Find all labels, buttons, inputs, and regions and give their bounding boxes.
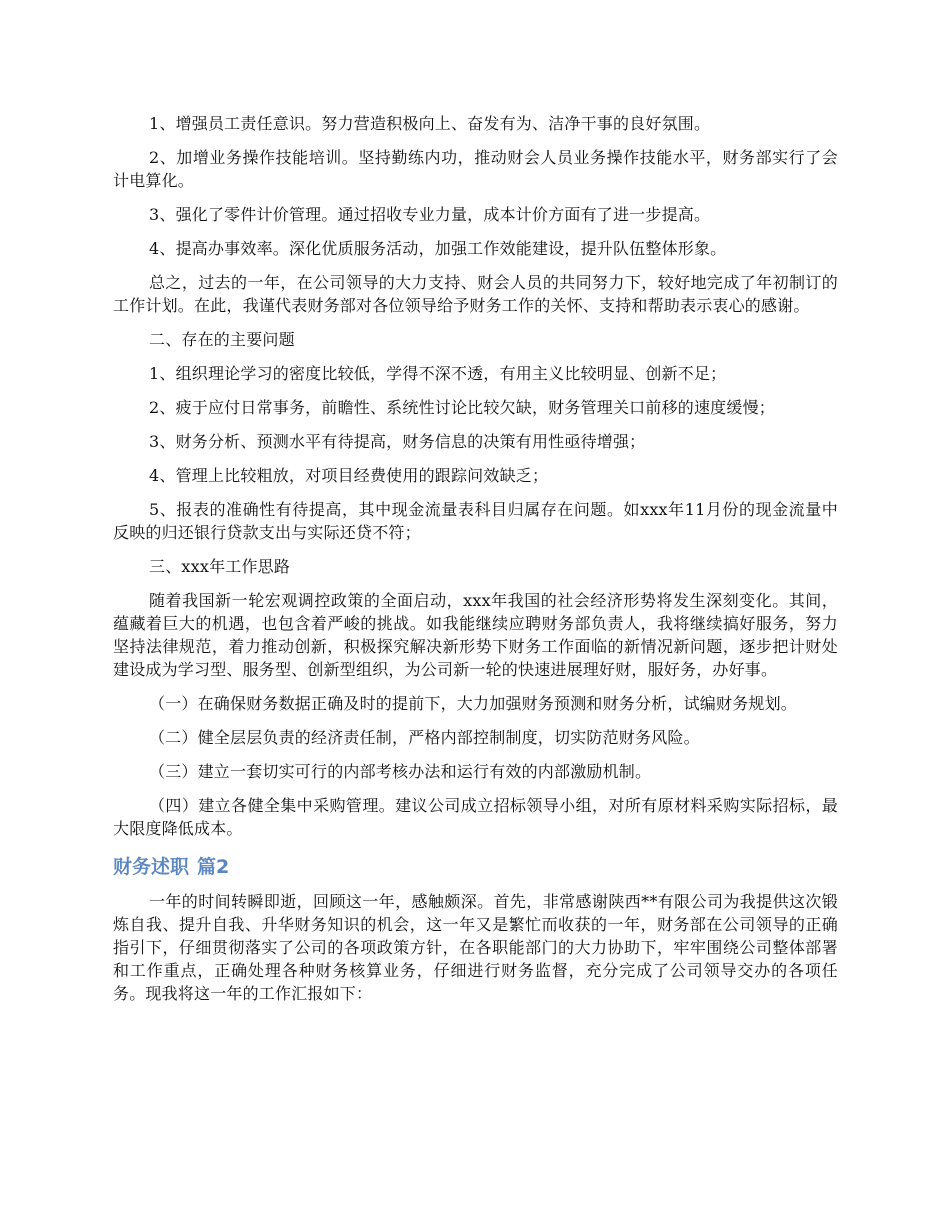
section-heading-title: 财务述职 — [113, 856, 190, 878]
list-item-3: 3、强化了零件计价管理。通过招收专业力量，成本计价方面有了进一步提高。 — [149, 205, 711, 224]
problem-item-4: 4、管理上比较粗放，对项目经费使用的跟踪问效缺乏； — [149, 466, 549, 485]
intro-paragraph: 一年的时间转瞬即逝，回顾这一年，感触颇深。首先，非常感谢陕西**有限公司为我提供这次锻炼自我、提升自我、升华财务知识的机会，这一年又是繁忙而收获的一年，财务部在公司领导的正确指引下，仔细贯彻落实了公司的各项政策方针，在各职能部门的大力协助下，牢牢围绕公司整体部署和工作重点，正确处理各种财务核算业务，仔细进行财务监督，充分完成了公司领导交办的各项任务。现我将这一年的工作汇报如下： — [113, 892, 838, 1003]
problem-item-5: 5、报表的准确性有待提高，其中现金流量表科目归属存在问题。如xxx年11月份的现金流量中反映的归还银行贷款支出与实际还贷不符； — [113, 500, 838, 542]
list-item-2: 2、加增业务操作技能培训。坚持勤练内功，推动财会人员业务操作技能水平，财务部实行了会计电算化。 — [113, 148, 838, 190]
section-heading-number: 篇2 — [197, 856, 230, 878]
plan-item-2: （二）健全层层负责的经济责任制，严格内部控制制度，切实防范财务风险。 — [149, 728, 700, 747]
problem-item-3: 3、财务分析、预测水平有待提高，财务信息的决策有用性亟待增强； — [149, 432, 646, 451]
document-page — [113, 112, 838, 1016]
subheading-work-plan: 三、xxx年工作思路 — [149, 557, 291, 576]
list-item-4: 4、提高办事效率。深化优质服务活动，加强工作效能建设，提升队伍整体形象。 — [149, 239, 727, 258]
plan-item-3: （三）建立一套切实可行的内部考核办法和运行有效的内部激励机制。 — [149, 762, 652, 781]
problem-item-2: 2、疲于应付日常事务，前瞻性、系统性讨论比较欠缺，财务管理关口前移的速度缓慢； — [149, 398, 775, 417]
list-item-1: 1、增强员工责任意识。努力营造积极向上、奋发有为、洁净干事的良好氛围。 — [149, 114, 711, 133]
plan-item-1: （一）在确保财务数据正确及时的提前下，大力加强财务预测和财务分析，试编财务规划。 — [149, 694, 798, 713]
subheading-problems: 二、存在的主要问题 — [149, 330, 295, 349]
summary-paragraph: 总之，过去的一年，在公司领导的大力支持、财会人员的共同努力下，较好地完成了年初制订的工作计划。在此，我谨代表财务部对各位领导给予财务工作的关怀、支持和帮助表示衷心的感谢。 — [113, 273, 838, 315]
work-plan-paragraph: 随着我国新一轮宏观调控政策的全面启动，xxx年我国的社会经济形势将发生深刻变化。其间，蕴藏着巨大的机遇，也包含着严峻的挑战。如我能继续应聘财务部负责人，我将继续搞好服务，努力坚持法律规范，着力推动创新，积极探究解决新形势下财务工作面临的新情况新问题，逐步把计财处建设成为学习型、服务型、创新型组织，为公司新一轮的快速进展理好财，服好务，办好事。 — [113, 591, 838, 679]
problem-item-1: 1、组织理论学习的密度比较低，学得不深不透，有用主义比较明显、创新不足； — [149, 364, 727, 383]
plan-item-4: （四）建立各健全集中采购管理。建议公司成立招标领导小组，对所有原材料采购实际招标，最大限度降低成本。 — [113, 796, 838, 838]
section-heading — [113, 854, 838, 880]
